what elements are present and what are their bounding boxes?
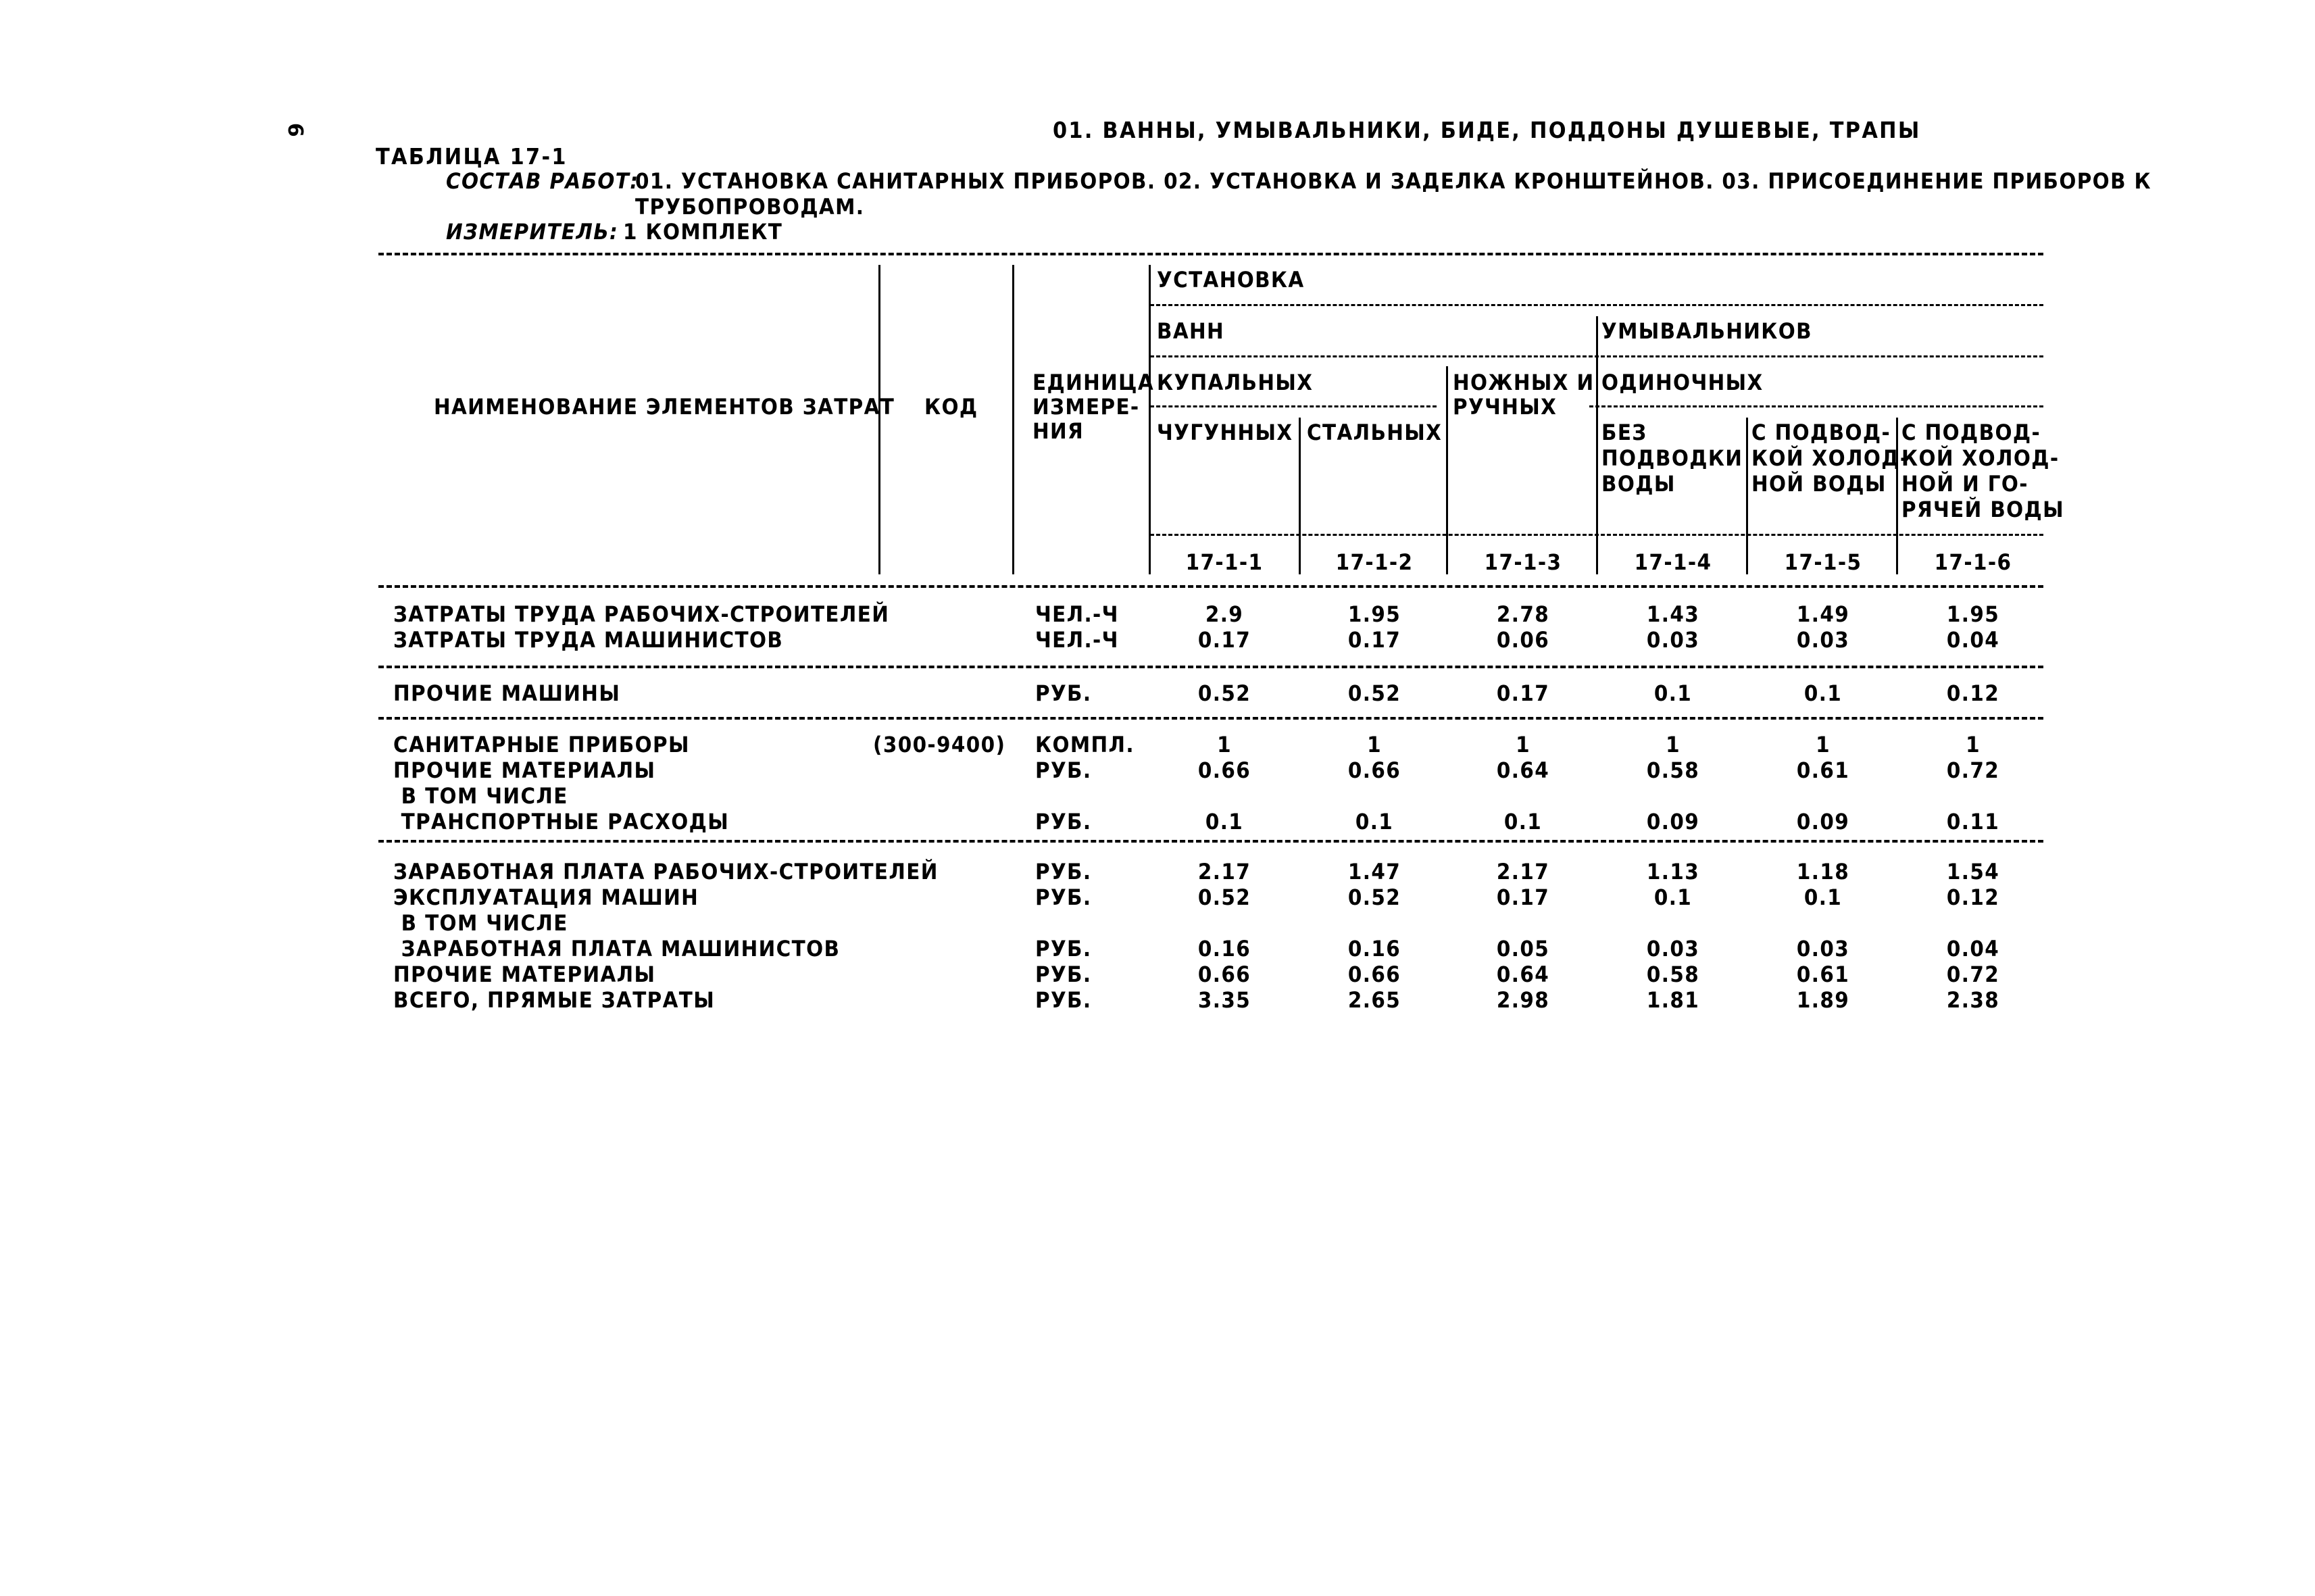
row-value: 0.03 <box>1796 936 1850 962</box>
row-value: 1.89 <box>1796 987 1850 1013</box>
header-foot-hand: РУЧНЫХ <box>1453 394 1558 420</box>
row-value: 2.78 <box>1496 601 1550 627</box>
row-value: 0.66 <box>1347 757 1401 783</box>
row-name: ТРАНСПОРТНЫЕ РАСХОДЫ <box>393 809 730 834</box>
row-value: 0.1 <box>1803 680 1843 706</box>
row-value: 0.66 <box>1197 962 1251 987</box>
row-value: 0.16 <box>1347 936 1401 962</box>
row-name: САНИТАРНЫЕ ПРИБОРЫ <box>393 732 690 757</box>
header-col-separator <box>1446 366 1448 574</box>
row-unit: ЧЕЛ.-Ч <box>1035 627 1119 653</box>
row-unit: ЧЕЛ.-Ч <box>1035 601 1119 627</box>
col-code: 17-1-4 <box>1634 549 1712 575</box>
row-value: 0.09 <box>1646 809 1700 834</box>
row-value: 0.52 <box>1347 884 1401 910</box>
col-code: 17-1-6 <box>1934 549 2012 575</box>
row-name: ВСЕГО, ПРЯМЫЕ ЗАТРАТЫ <box>393 987 716 1013</box>
group-divider <box>378 666 2043 668</box>
row-value: 0.64 <box>1496 962 1550 987</box>
row-value: 0.1 <box>1355 809 1394 834</box>
row-value: 0.72 <box>1946 962 2000 987</box>
row-unit: РУБ. <box>1035 936 1092 962</box>
row-value: 0.05 <box>1496 936 1550 962</box>
row-value: 0.17 <box>1496 884 1550 910</box>
row-unit: РУБ. <box>1035 962 1092 987</box>
header-col-separator <box>1896 418 1898 574</box>
row-name: ПРОЧИЕ МАТЕРИАЛЫ <box>393 962 656 987</box>
header-col-separator <box>878 265 880 574</box>
row-value: 1.54 <box>1946 859 2000 884</box>
row-name: ЗАТРАТЫ ТРУДА РАБОЧИХ-СТРОИТЕЛЕЙ <box>393 601 890 627</box>
row-value: 1.47 <box>1347 859 1401 884</box>
work-composition-text-cont: ТРУБОПРОВОДАМ. <box>635 194 865 220</box>
row-name: В ТОМ ЧИСЛЕ <box>393 783 568 809</box>
header-no-water: ПОДВОДКИ <box>1601 445 1743 471</box>
row-value: 1 <box>1966 732 1981 757</box>
row-value: 1.81 <box>1646 987 1700 1013</box>
header-baths: ВАНН <box>1157 318 1225 344</box>
row-value: 0.03 <box>1796 627 1850 653</box>
row-value: 0.61 <box>1796 962 1850 987</box>
header-col-separator <box>1746 418 1748 574</box>
row-value: 0.09 <box>1796 809 1850 834</box>
col-header-unit: ЕДИНИЦА <box>1032 370 1155 395</box>
row-value: 0.66 <box>1197 757 1251 783</box>
row-value: 0.04 <box>1946 936 2000 962</box>
header-bottom-rule <box>378 585 2043 588</box>
col-header-unit: ИЗМЕРЕ- <box>1032 394 1140 420</box>
row-value: 0.17 <box>1197 627 1251 653</box>
row-value: 0.17 <box>1347 627 1401 653</box>
header-cold-water: НОЙ ВОДЫ <box>1751 471 1887 497</box>
header-col-separator <box>1596 316 1598 574</box>
row-value: 1.18 <box>1796 859 1850 884</box>
row-value: 0.58 <box>1646 757 1700 783</box>
col-code: 17-1-2 <box>1335 549 1414 575</box>
row-name: ЗАРАБОТНАЯ ПЛАТА МАШИНИСТОВ <box>393 936 841 962</box>
row-value: 1.95 <box>1946 601 2000 627</box>
row-value: 1.95 <box>1347 601 1401 627</box>
row-name: ПРОЧИЕ МАШИНЫ <box>393 680 621 706</box>
row-value: 1.43 <box>1646 601 1700 627</box>
header-hot-water: РЯЧЕЙ ВОДЫ <box>1901 497 2065 522</box>
header-rule <box>1589 405 2043 407</box>
header-hot-water: НОЙ И ГО- <box>1901 471 2028 497</box>
row-value: 2.17 <box>1197 859 1251 884</box>
group-divider <box>378 840 2043 843</box>
col-code: 17-1-1 <box>1185 549 1264 575</box>
work-composition-label: СОСТАВ РАБОТ: <box>446 168 639 194</box>
row-value: 0.17 <box>1496 680 1550 706</box>
col-header-unit: НИЯ <box>1032 418 1085 444</box>
row-value: 0.12 <box>1946 884 2000 910</box>
row-value: 1 <box>1666 732 1681 757</box>
meter-label: ИЗМЕРИТЕЛЬ: <box>446 219 619 245</box>
row-value: 2.9 <box>1205 601 1244 627</box>
col-code: 17-1-5 <box>1784 549 1862 575</box>
row-value: 0.03 <box>1646 627 1700 653</box>
row-value: 0.58 <box>1646 962 1700 987</box>
row-value: 0.03 <box>1646 936 1700 962</box>
col-header-name: НАИМЕНОВАНИЕ ЭЛЕМЕНТОВ ЗАТРАТ <box>434 394 895 420</box>
row-name: ЗАРАБОТНАЯ ПЛАТА РАБОЧИХ-СТРОИТЕЛЕЙ <box>393 859 939 884</box>
row-value: 0.1 <box>1503 809 1543 834</box>
row-value: 0.1 <box>1803 884 1843 910</box>
header-col-separator <box>1299 418 1301 574</box>
row-name: ПРОЧИЕ МАТЕРИАЛЫ <box>393 757 656 783</box>
row-value: 0.1 <box>1653 884 1693 910</box>
row-value: 1 <box>1367 732 1382 757</box>
row-unit: РУБ. <box>1035 884 1092 910</box>
row-unit: КОМПЛ. <box>1035 732 1135 757</box>
row-value: 1 <box>1816 732 1831 757</box>
header-cold-water: КОЙ ХОЛОД- <box>1751 445 1910 471</box>
header-bathing: КУПАЛЬНЫХ <box>1157 370 1314 395</box>
header-single: ОДИНОЧНЫХ <box>1601 370 1764 395</box>
row-value: 0.1 <box>1653 680 1693 706</box>
row-value: 0.11 <box>1946 809 2000 834</box>
section-title: 01. ВАННЫ, УМЫВАЛЬНИКИ, БИДЕ, ПОДДОНЫ ДУШЕВЫЕ, ТРАПЫ <box>1053 117 1921 143</box>
header-sinks: УМЫВАЛЬНИКОВ <box>1601 318 1812 344</box>
header-install: УСТАНОВКА <box>1157 267 1305 293</box>
header-cast-iron: ЧУГУННЫХ <box>1157 420 1293 445</box>
row-value: 2.17 <box>1496 859 1550 884</box>
row-value: 0.52 <box>1347 680 1401 706</box>
row-name: ЗАТРАТЫ ТРУДА МАШИНИСТОВ <box>393 627 784 653</box>
table-title: ТАБЛИЦА 17-1 <box>376 143 568 170</box>
row-value: 0.64 <box>1496 757 1550 783</box>
row-value: 2.98 <box>1496 987 1550 1013</box>
row-unit: РУБ. <box>1035 680 1092 706</box>
row-value: 2.38 <box>1946 987 2000 1013</box>
row-value: 1.13 <box>1646 859 1700 884</box>
row-value: 0.04 <box>1946 627 2000 653</box>
row-unit: РУБ. <box>1035 987 1092 1013</box>
header-hot-water: С ПОДВОД- <box>1901 420 2041 445</box>
row-value: 0.61 <box>1796 757 1850 783</box>
table-top-rule <box>378 253 2043 255</box>
row-value: 1.49 <box>1796 601 1850 627</box>
row-value: 2.65 <box>1347 987 1401 1013</box>
row-value: 0.1 <box>1205 809 1244 834</box>
row-code: (300-9400) <box>873 732 1006 757</box>
row-value: 1 <box>1217 732 1232 757</box>
col-header-code: КОД <box>924 394 978 420</box>
meter-value: 1 КОМПЛЕКТ <box>623 219 783 245</box>
header-no-water: БЕЗ <box>1601 420 1647 445</box>
row-value: 0.52 <box>1197 884 1251 910</box>
header-rule <box>1150 405 1437 407</box>
header-rule <box>1150 304 2043 306</box>
row-value: 0.16 <box>1197 936 1251 962</box>
page-number: 6 <box>283 122 307 139</box>
header-foot-hand: НОЖНЫХ И <box>1453 370 1595 395</box>
row-value: 3.35 <box>1197 987 1251 1013</box>
header-no-water: ВОДЫ <box>1601 471 1676 497</box>
row-name: ЭКСПЛУАТАЦИЯ МАШИН <box>393 884 699 910</box>
row-value: 0.72 <box>1946 757 2000 783</box>
work-composition-text: 01. УСТАНОВКА САНИТАРНЫХ ПРИБОРОВ. 02. УСТАНОВКА И ЗАДЕЛКА КРОНШТЕЙНОВ. 03. ПРИСОЕДИНЕНИЕ ПРИБОРОВ К <box>635 168 2151 194</box>
header-col-separator <box>1149 265 1151 574</box>
row-value: 0.52 <box>1197 680 1251 706</box>
row-value: 0.06 <box>1496 627 1550 653</box>
header-cold-water: С ПОДВОД- <box>1751 420 1891 445</box>
header-hot-water: КОЙ ХОЛОД- <box>1901 445 2060 471</box>
header-steel: СТАЛЬНЫХ <box>1307 420 1443 445</box>
group-divider <box>378 717 2043 720</box>
row-unit: РУБ. <box>1035 859 1092 884</box>
header-col-separator <box>1012 265 1014 574</box>
row-value: 0.12 <box>1946 680 2000 706</box>
row-value: 1 <box>1516 732 1530 757</box>
row-unit: РУБ. <box>1035 757 1092 783</box>
row-name: В ТОМ ЧИСЛЕ <box>393 910 568 936</box>
row-value: 0.66 <box>1347 962 1401 987</box>
row-unit: РУБ. <box>1035 809 1092 834</box>
col-code: 17-1-3 <box>1484 549 1562 575</box>
